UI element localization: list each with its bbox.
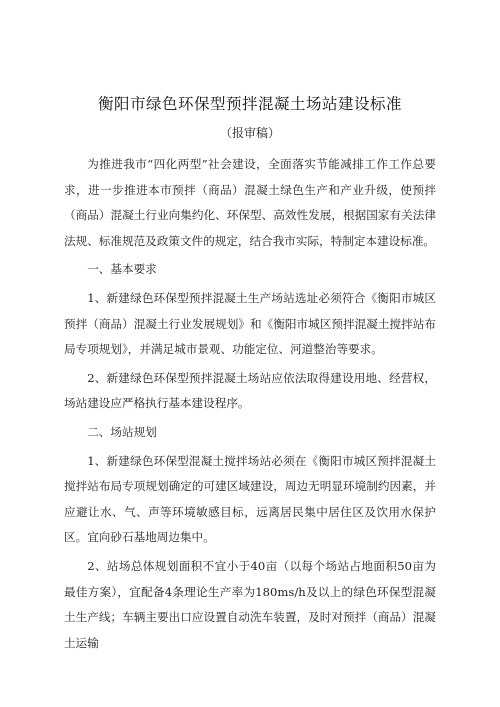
document-title: 衡阳市绿色环保型预拌混凝土场站建设标准 [97, 95, 402, 113]
site-planning-item-1: 1、新建绿色环保型混凝土搅拌场站必须在《衡阳市城区预拌混凝土搅拌站布局专项规划确定的可建区域建设，周边无明显环境制约因素，并应避让水、气、声等环境敏感目标，远离居民集中居住区及饮用水保护区。宜向砂石基地周边集中。 [64, 453, 436, 545]
basic-requirement-item-1: 1、新建绿色环保型预拌混凝土生产场站选址必须符合《衡阳市城区预拌（商品）混凝土行业发展规划》和《衡阳市城区预拌混凝土搅拌站布局专项规划》，并满足城市景观、功能定位、河道整治等要求。 [64, 290, 436, 357]
intro-paragraph: 为推进我市“四化两型”社会建设，全面落实节能减排工作工作总要求，进一步推进本市预拌（商品）混凝土绿色生产和产业升级，使预拌（商品）混凝土行业向集约化、环保型、高效性发展，根据国家有关法律法规、标准规范及政策文件的规定，结合我市实际，特制定本建设标准。 [64, 157, 436, 248]
section-heading-site-planning: 二、场站规划 [87, 424, 157, 439]
section-heading-basic-requirements: 一、基本要求 [87, 262, 157, 277]
document-subtitle: （报审稿） [219, 126, 280, 140]
basic-requirement-item-2: 2、新建绿色环保型预拌混凝土场站应依法取得建设用地、经营权，场站建设应严格执行基本建设程序。 [64, 370, 436, 411]
document-body [64, 152, 436, 659]
site-planning-item-2: 2、站场总体规划面积不宜小于40亩（以每个场站占地面积50亩为最佳方案），宜配备4条理论生产率为180ms/h及以上的绿色环保型混凝土生产线；车辆主要出口应设置自动洗车装置，及时对预拌（商品）混凝土运输 [64, 558, 436, 650]
